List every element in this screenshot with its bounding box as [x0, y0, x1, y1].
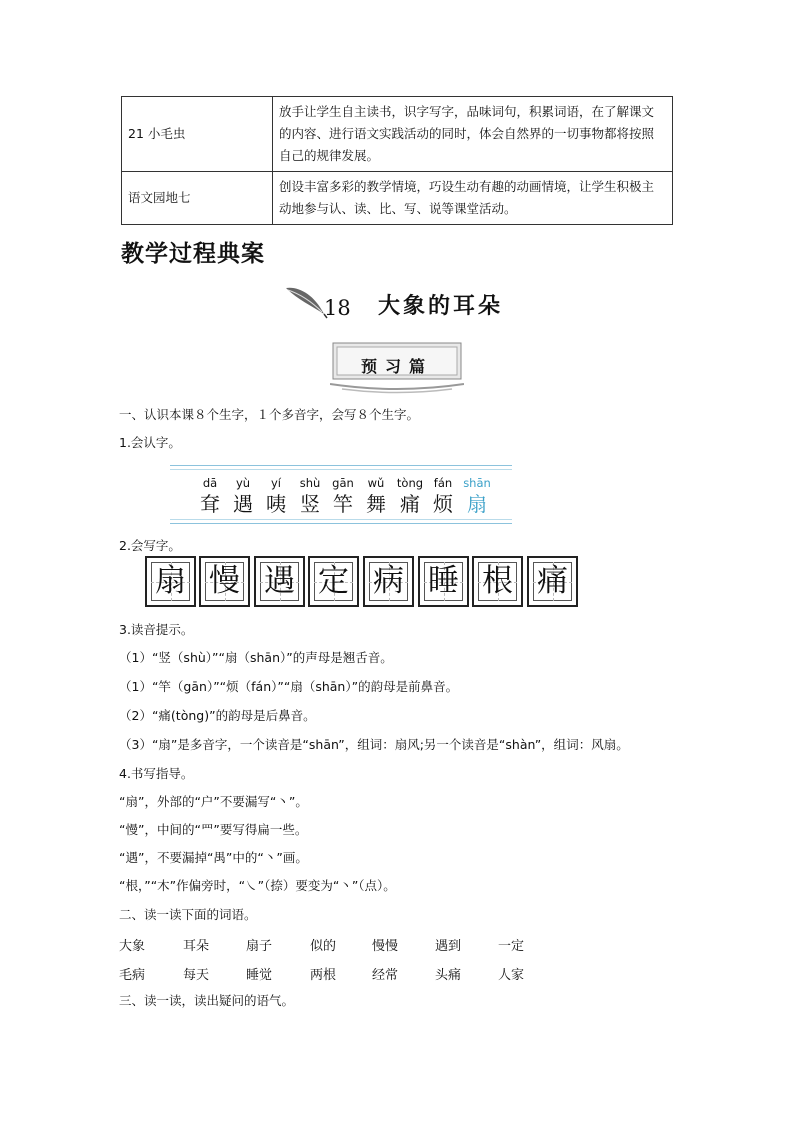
write-char: 慢	[209, 563, 240, 599]
pinyin: yí	[270, 476, 281, 490]
hint-line: （2）“痛(tòng)”的韵母是后鼻音。	[119, 708, 316, 723]
pinyin: wǔ	[367, 476, 385, 490]
table-cell-title: 语文园地七	[122, 172, 273, 225]
char-cell	[325, 476, 361, 517]
hint-line: （1）“竿（gān）”“烦（fán）”“扇（shān）”的韵母是前鼻音。	[119, 679, 459, 694]
hanzi: 扇	[467, 492, 487, 516]
guide-line: “慢”，中间的“罒”要写得扁一些。	[119, 822, 308, 837]
pinyin: tòng	[396, 476, 424, 490]
hanzi: 咦	[266, 492, 286, 516]
word: 耳朵	[183, 939, 210, 954]
lesson-title: 大象的耳朵	[378, 294, 504, 319]
hint-line: （3）“扇”是多音字，一个读音是“shān”，组词：扇风;另一个读音是“shàn”，组词：风扇。	[119, 737, 629, 752]
word: 扇子	[246, 939, 273, 954]
guide-line: “扇”，外部的“户”不要漏写“丶”。	[119, 794, 308, 809]
word: 每天	[183, 968, 210, 983]
preview-banner	[330, 340, 464, 396]
lesson-plan-table	[121, 96, 673, 225]
char-cell	[192, 476, 228, 517]
table-cell-desc: 创设丰富多彩的教学情境，巧设生动有趣的动画情境，让学生积极主动地参与认、读、比、写、说等课堂活动。	[273, 172, 673, 225]
char-cell	[258, 476, 294, 517]
write-char: 病	[373, 563, 404, 599]
word: 遇到	[435, 939, 462, 954]
lesson-heading	[284, 282, 544, 322]
feather-quill-icon	[284, 284, 328, 320]
banner-text: 预习篇	[360, 357, 433, 376]
char-cell-highlight	[459, 476, 495, 517]
write-char: 定	[318, 563, 349, 599]
pinyin: shān	[463, 476, 491, 490]
pinyin: dā	[202, 476, 218, 490]
word: 经常	[372, 968, 399, 983]
write-char: 痛	[537, 563, 568, 599]
word: 人家	[498, 968, 525, 983]
writing-grid-cell	[363, 556, 414, 607]
task-3: 三、读一读，读出疑问的语气。	[119, 993, 295, 1008]
word: 一定	[498, 939, 525, 954]
writing-grid-cell	[472, 556, 523, 607]
write-char: 根	[482, 563, 513, 599]
writing-grid-cell	[254, 556, 305, 607]
sub-1: 1.会认字。	[119, 435, 181, 450]
writing-grid-cell	[145, 556, 196, 607]
sub-2: 2.会写字。	[119, 538, 181, 553]
writing-grid-cell	[418, 556, 469, 607]
word: 两根	[310, 968, 337, 983]
hanzi: 竖	[300, 492, 320, 516]
word: 慢慢	[372, 939, 399, 954]
table-row	[122, 172, 673, 225]
hanzi: 竿	[333, 492, 353, 516]
write-char: 遇	[264, 563, 295, 599]
writing-grid-cell	[199, 556, 250, 607]
pinyin: yù	[235, 476, 251, 490]
pinyin: gān	[332, 476, 354, 490]
guide-line: “根，”“木”作偏旁时，“㇏”（捺）要变为“丶”（点）。	[119, 878, 396, 893]
task-2: 二、读一读下面的词语。	[119, 907, 257, 922]
word: 睡觉	[246, 968, 273, 983]
word: 毛病	[119, 968, 146, 983]
pinyin: fán	[433, 476, 453, 490]
word: 似的	[310, 939, 337, 954]
section-title: 教学过程典案	[121, 241, 265, 267]
word: 大象	[119, 939, 146, 954]
char-cell	[392, 476, 428, 517]
lesson-number: 18	[324, 296, 351, 320]
pinyin: shù	[299, 476, 321, 490]
char-cell	[225, 476, 261, 517]
writing-grid-cell	[308, 556, 359, 607]
hanzi: 耷	[200, 492, 220, 516]
char-cell	[292, 476, 328, 517]
hanzi: 烦	[433, 492, 453, 516]
hanzi: 遇	[233, 492, 253, 516]
task-1: 一、认识本课８个生字，１个多音字，会写８个生字。	[119, 407, 420, 422]
table-row	[122, 97, 673, 172]
table-cell-desc: 放手让学生自主读书，识字写字，品味词句，积累词语，在了解课文的内容、进行语文实践活动的同时，体会自然界的一切事物都将按照自己的规律发展。	[273, 97, 673, 172]
hanzi: 痛	[400, 492, 420, 516]
recognize-chars-box	[170, 465, 512, 524]
guide-line: “遇”，不要漏掉“禺”中的“丶”画。	[119, 850, 308, 865]
hint-line: （1）“竖（shù）”“扇（shān）”的声母是翘舌音。	[119, 650, 393, 665]
writing-grid-cell	[527, 556, 578, 607]
sub-4: 4.书写指导。	[119, 766, 194, 781]
char-cell	[425, 476, 461, 517]
char-cell	[358, 476, 394, 517]
word: 头痛	[435, 968, 462, 983]
sub-3: 3.读音提示。	[119, 622, 194, 637]
table-cell-title: 21 小毛虫	[122, 97, 273, 172]
write-char: 扇	[155, 563, 186, 599]
write-char: 睡	[428, 563, 459, 599]
hanzi: 舞	[366, 492, 386, 516]
